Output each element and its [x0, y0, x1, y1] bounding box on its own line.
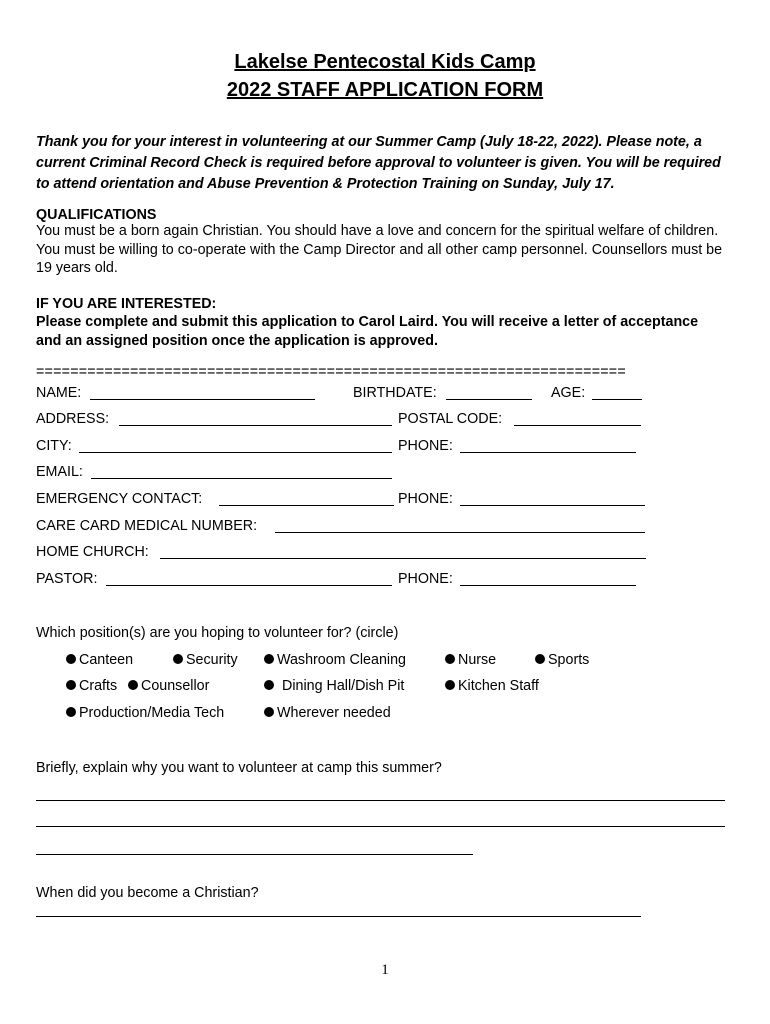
- position-option-kitchen-staff[interactable]: Kitchen Staff: [445, 677, 539, 695]
- birthdate-field[interactable]: [446, 399, 532, 400]
- position-option-sports[interactable]: Sports: [535, 651, 589, 669]
- position-option-security[interactable]: Security: [173, 651, 238, 669]
- postal-code-field[interactable]: [514, 425, 641, 426]
- bullet-icon: [535, 654, 545, 664]
- emergency-phone-field[interactable]: [460, 505, 645, 506]
- pastor-label: PASTOR:: [36, 571, 98, 587]
- why-question: Briefly, explain why you want to volunteer at camp this summer?: [36, 760, 442, 776]
- why-answer-line-3[interactable]: [36, 854, 473, 855]
- name-field[interactable]: [90, 399, 315, 400]
- position-option-nurse[interactable]: Nurse: [445, 651, 496, 669]
- name-label: NAME:: [36, 385, 82, 401]
- pastor-field[interactable]: [106, 585, 392, 586]
- pastor-phone-field[interactable]: [460, 585, 636, 586]
- interested-body: Please complete and submit this application to Carol Laird. You will receive a letter of acceptance and an assigned position once the application is approved.: [36, 314, 699, 349]
- position-option-wherever-needed[interactable]: Wherever needed: [264, 704, 391, 722]
- email-field[interactable]: [91, 478, 392, 479]
- pastor-phone-label: PHONE:: [398, 571, 453, 587]
- bullet-icon: [264, 680, 274, 690]
- home-church-label: HOME CHURCH:: [36, 544, 149, 560]
- bullet-icon: [66, 680, 76, 690]
- christian-question: When did you become a Christian?: [36, 885, 259, 901]
- email-label: EMAIL:: [36, 464, 83, 480]
- position-option-dining-hall[interactable]: Dining Hall/Dish Pit: [264, 677, 404, 695]
- why-answer-line-1[interactable]: [36, 800, 725, 801]
- address-label: ADDRESS:: [36, 411, 110, 427]
- care-card-field[interactable]: [275, 532, 645, 533]
- bullet-icon: [445, 680, 455, 690]
- why-answer-line-2[interactable]: [36, 826, 725, 827]
- emergency-contact-field[interactable]: [219, 505, 394, 506]
- page-number: 1: [381, 962, 389, 978]
- bullet-icon: [128, 680, 138, 690]
- emergency-contact-label: EMERGENCY CONTACT:: [36, 491, 203, 507]
- age-field[interactable]: [592, 399, 642, 400]
- home-church-field[interactable]: [160, 558, 646, 559]
- position-option-canteen[interactable]: Canteen: [66, 651, 133, 669]
- bullet-icon: [173, 654, 183, 664]
- position-option-production-media[interactable]: Production/Media Tech: [66, 704, 224, 722]
- bullet-icon: [66, 654, 76, 664]
- christian-answer-line[interactable]: [36, 916, 641, 917]
- care-card-label: CARE CARD MEDICAL NUMBER:: [36, 518, 258, 534]
- position-option-washroom-cleaning[interactable]: Washroom Cleaning: [264, 651, 406, 669]
- bullet-icon: [264, 654, 274, 664]
- phone-field[interactable]: [460, 452, 636, 453]
- form-title-line2: 2022 STAFF APPLICATION FORM: [226, 79, 544, 101]
- bullet-icon: [66, 707, 76, 717]
- city-field[interactable]: [79, 452, 392, 453]
- interested-heading: IF YOU ARE INTERESTED:: [36, 296, 217, 312]
- city-label: CITY:: [36, 438, 72, 454]
- age-label: AGE:: [551, 385, 586, 401]
- intro-paragraph: Thank you for your interest in volunteering at our Summer Camp (July 18-22, 2022). Please note, a current Criminal Record Check is required before approval to volunteer is given. You will be required to attend orientation and Abuse Prevention & Protection Training on Sunday, July 17.: [36, 134, 721, 192]
- bullet-icon: [264, 707, 274, 717]
- divider-line: =====================================================================: [36, 364, 626, 380]
- qualifications-heading: QUALIFICATIONS: [36, 207, 157, 223]
- position-option-counsellor[interactable]: Counsellor: [128, 677, 209, 695]
- qualifications-body: You must be a born again Christian. You should have a love and concern for the spiritual welfare of children. You must be willing to co-operate with the Camp Director and all other camp personnel. Counsellors must be 19 years old.: [36, 223, 723, 276]
- form-title-line1: Lakelse Pentecostal Kids Camp: [234, 51, 536, 73]
- position-option-crafts[interactable]: Crafts: [66, 677, 117, 695]
- phone-label: PHONE:: [398, 438, 453, 454]
- positions-question: Which position(s) are you hoping to volunteer for? (circle): [36, 625, 399, 641]
- birthdate-label: BIRTHDATE:: [353, 385, 437, 401]
- address-field[interactable]: [119, 425, 392, 426]
- bullet-icon: [445, 654, 455, 664]
- postal-code-label: POSTAL CODE:: [398, 411, 503, 427]
- emergency-phone-label: PHONE:: [398, 491, 453, 507]
